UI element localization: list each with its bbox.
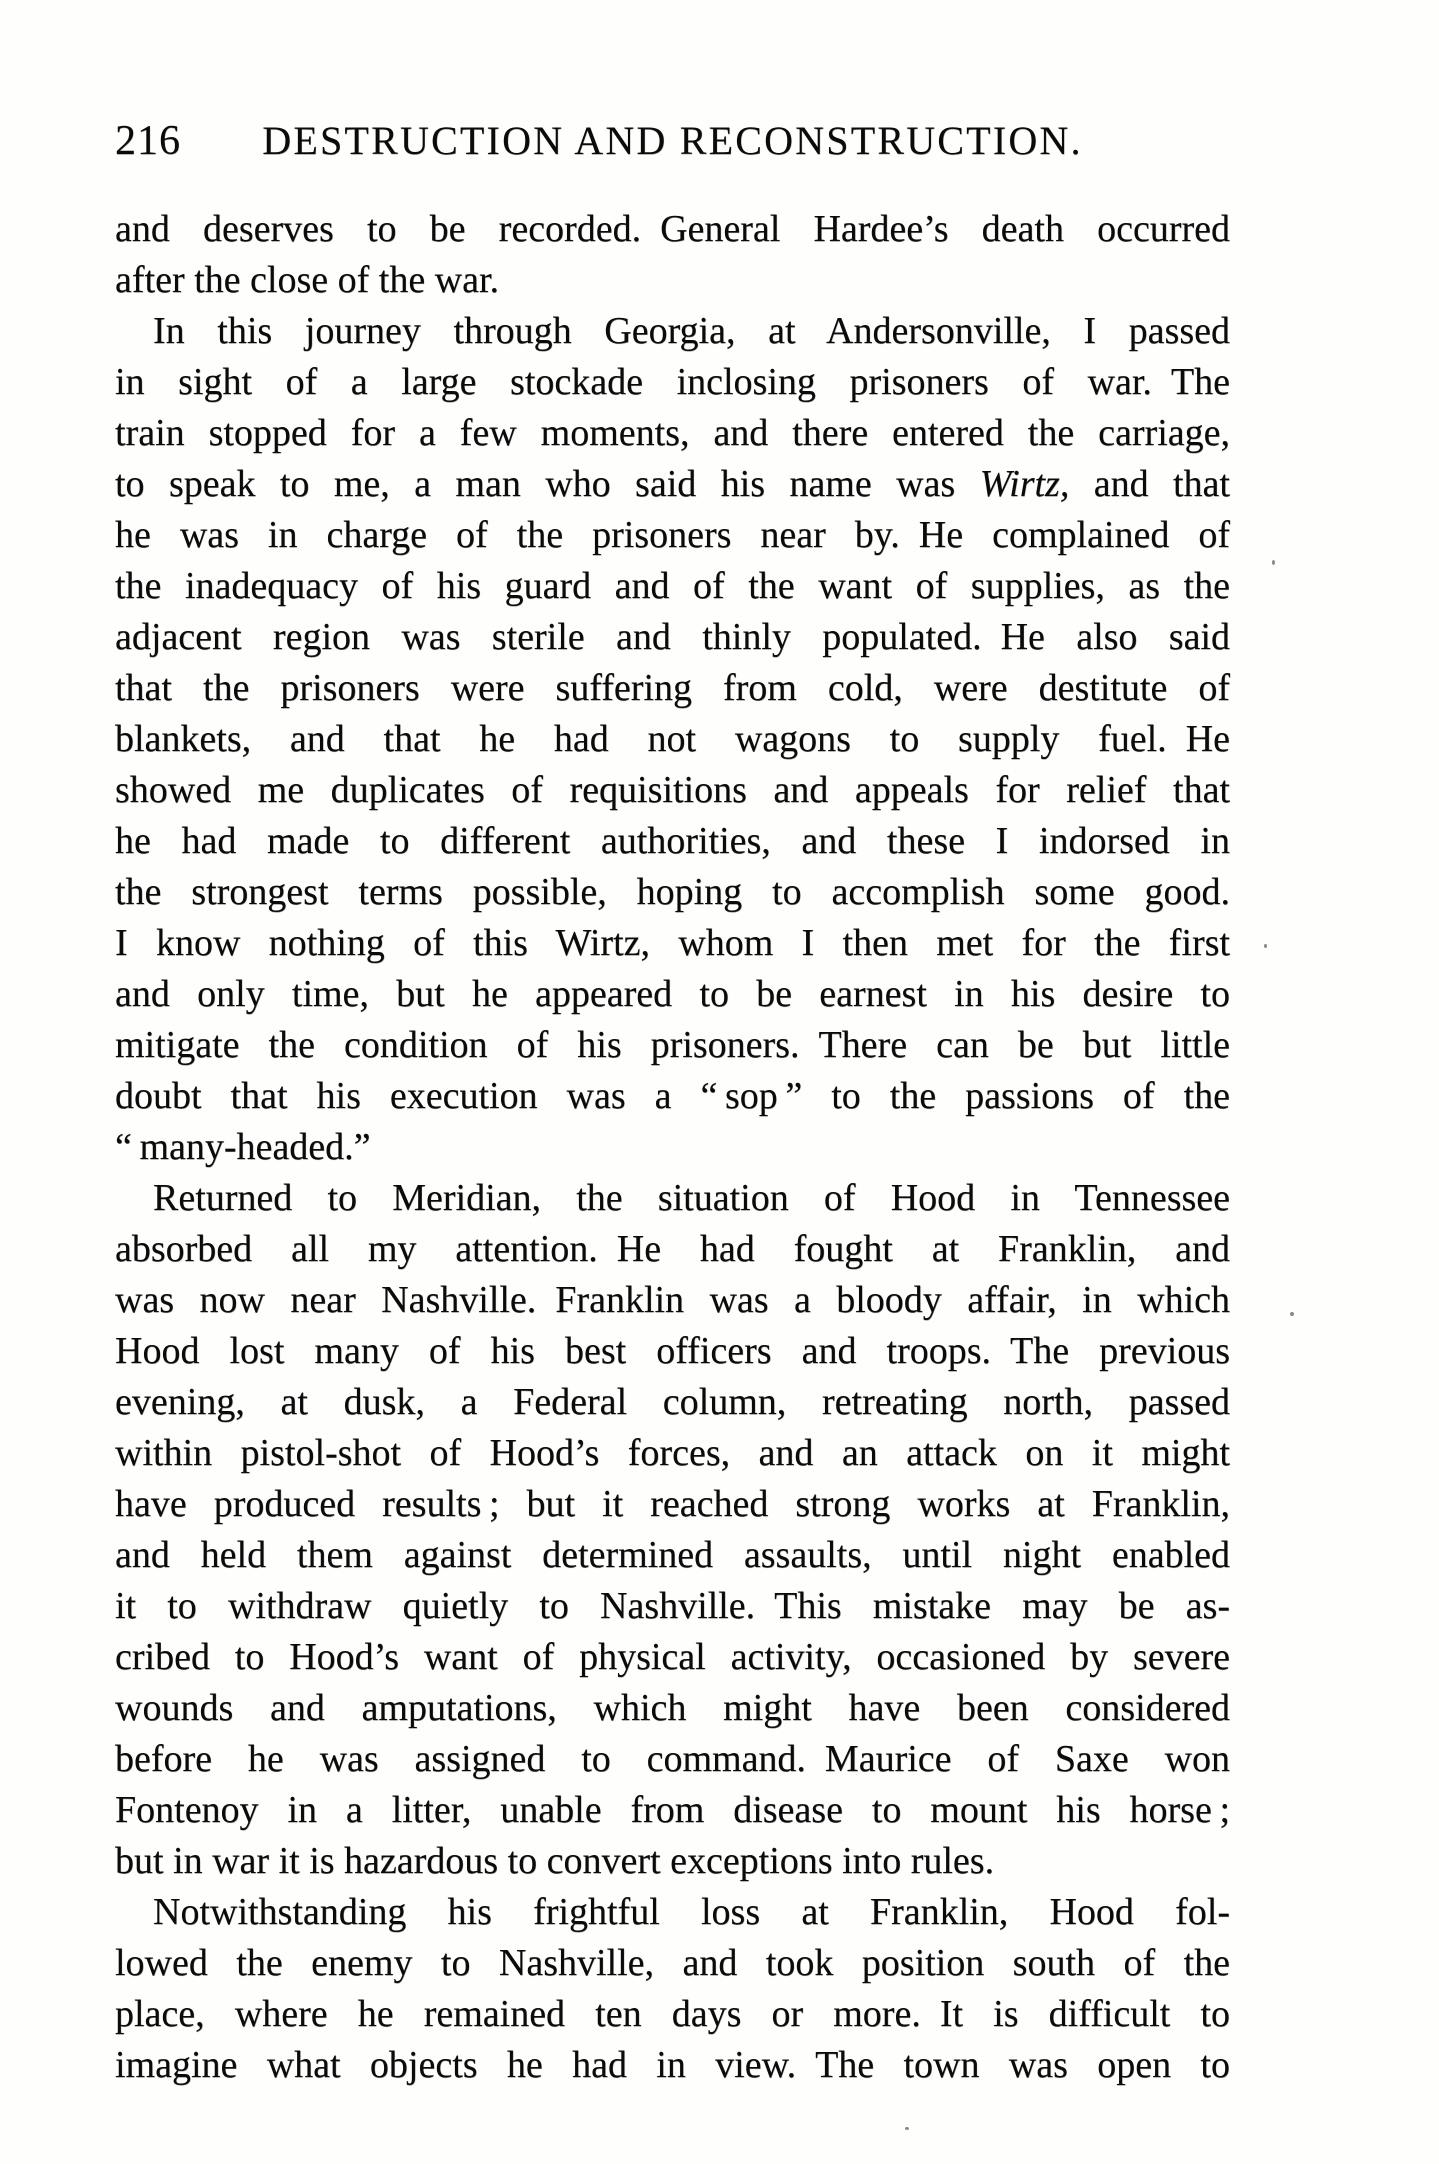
- text-line: wounds and amputations, which might have been considered: [115, 1687, 1230, 1729]
- text-line: he had made to different authorities, and these I indorsed in: [115, 820, 1230, 862]
- page-number: 216: [115, 118, 181, 164]
- running-title: DESTRUCTION AND RECONSTRUCTION.: [262, 118, 1083, 163]
- text-line: adjacent region was sterile and thinly populated. He also said: [115, 616, 1230, 658]
- text-line: lowed the enemy to Nashville, and took position south of the: [115, 1942, 1230, 1984]
- text-line: to speak to me, a man who said his name was Wirtz, and that: [115, 463, 1230, 505]
- text-line: the strongest terms possible, hoping to accomplish some good.: [115, 871, 1230, 913]
- text-line: after the close of the war.: [115, 259, 500, 301]
- text-line: and held them against determined assaults, until night enabled: [115, 1534, 1230, 1576]
- text-line: Fontenoy in a litter, unable from disease to mount his horse ;: [115, 1789, 1230, 1831]
- text-line: “ many-headed.”: [115, 1126, 371, 1168]
- scan-speck: [1290, 1312, 1294, 1316]
- text-line: doubt that his execution was a “ sop ” to the passions of the: [115, 1075, 1230, 1117]
- text-line: and only time, but he appeared to be earnest in his desire to: [115, 973, 1230, 1015]
- text-line: I know nothing of this Wirtz, whom I then met for the first: [115, 922, 1230, 964]
- text-line: train stopped for a few moments, and there entered the carriage,: [115, 412, 1230, 454]
- text-line: and deserves to be recorded. General Hardee’s death occurred: [115, 208, 1230, 250]
- text-line: Returned to Meridian, the situation of Hood in Tennessee: [153, 1177, 1230, 1219]
- italic-text: Wirtz,: [979, 463, 1070, 505]
- text-line: place, where he remained ten days or more. It is difficult to: [115, 1993, 1230, 2035]
- text-line: he was in charge of the prisoners near by. He complained of: [115, 514, 1230, 556]
- text-line: within pistol-shot of Hood’s forces, and an attack on it might: [115, 1432, 1230, 1474]
- text-line: imagine what objects he had in view. The town was open to: [115, 2044, 1230, 2086]
- text-line: showed me duplicates of requisitions and appeals for relief that: [115, 769, 1230, 811]
- text-line: Notwithstanding his frightful loss at Franklin, Hood fol-: [153, 1891, 1230, 1933]
- text-line: Hood lost many of his best officers and troops. The previous: [115, 1330, 1230, 1372]
- text-line: but in war it is hazardous to convert exceptions into rules.: [115, 1840, 995, 1882]
- text-line: cribed to Hood’s want of physical activity, occasioned by severe: [115, 1636, 1230, 1678]
- text-line: have produced results ; but it reached strong works at Franklin,: [115, 1483, 1230, 1525]
- body-text: [115, 204, 1230, 2091]
- text-line: absorbed all my attention. He had fought at Franklin, and: [115, 1228, 1230, 1270]
- scan-speck: [905, 2127, 909, 2130]
- text-line: that the prisoners were suffering from cold, were destitute of: [115, 667, 1230, 709]
- text-line: before he was assigned to command. Maurice of Saxe won: [115, 1738, 1230, 1780]
- scan-speck: [1272, 560, 1275, 565]
- scan-speck: [1264, 944, 1267, 948]
- text-line: evening, at dusk, a Federal column, retreating north, passed: [115, 1381, 1230, 1423]
- text-line: the inadequacy of his guard and of the want of supplies, as the: [115, 565, 1230, 607]
- text-line: blankets, and that he had not wagons to supply fuel. He: [115, 718, 1230, 760]
- text-line: In this journey through Georgia, at Andersonville, I passed: [153, 310, 1230, 352]
- text-line: in sight of a large stockade inclosing prisoners of war. The: [115, 361, 1230, 403]
- text-line: it to withdraw quietly to Nashville. This mistake may be as-: [115, 1585, 1230, 1627]
- text-line: was now near Nashville. Franklin was a bloody affair, in which: [115, 1279, 1230, 1321]
- text-line: mitigate the condition of his prisoners. There can be but little: [115, 1024, 1230, 1066]
- page-header: [115, 118, 1230, 170]
